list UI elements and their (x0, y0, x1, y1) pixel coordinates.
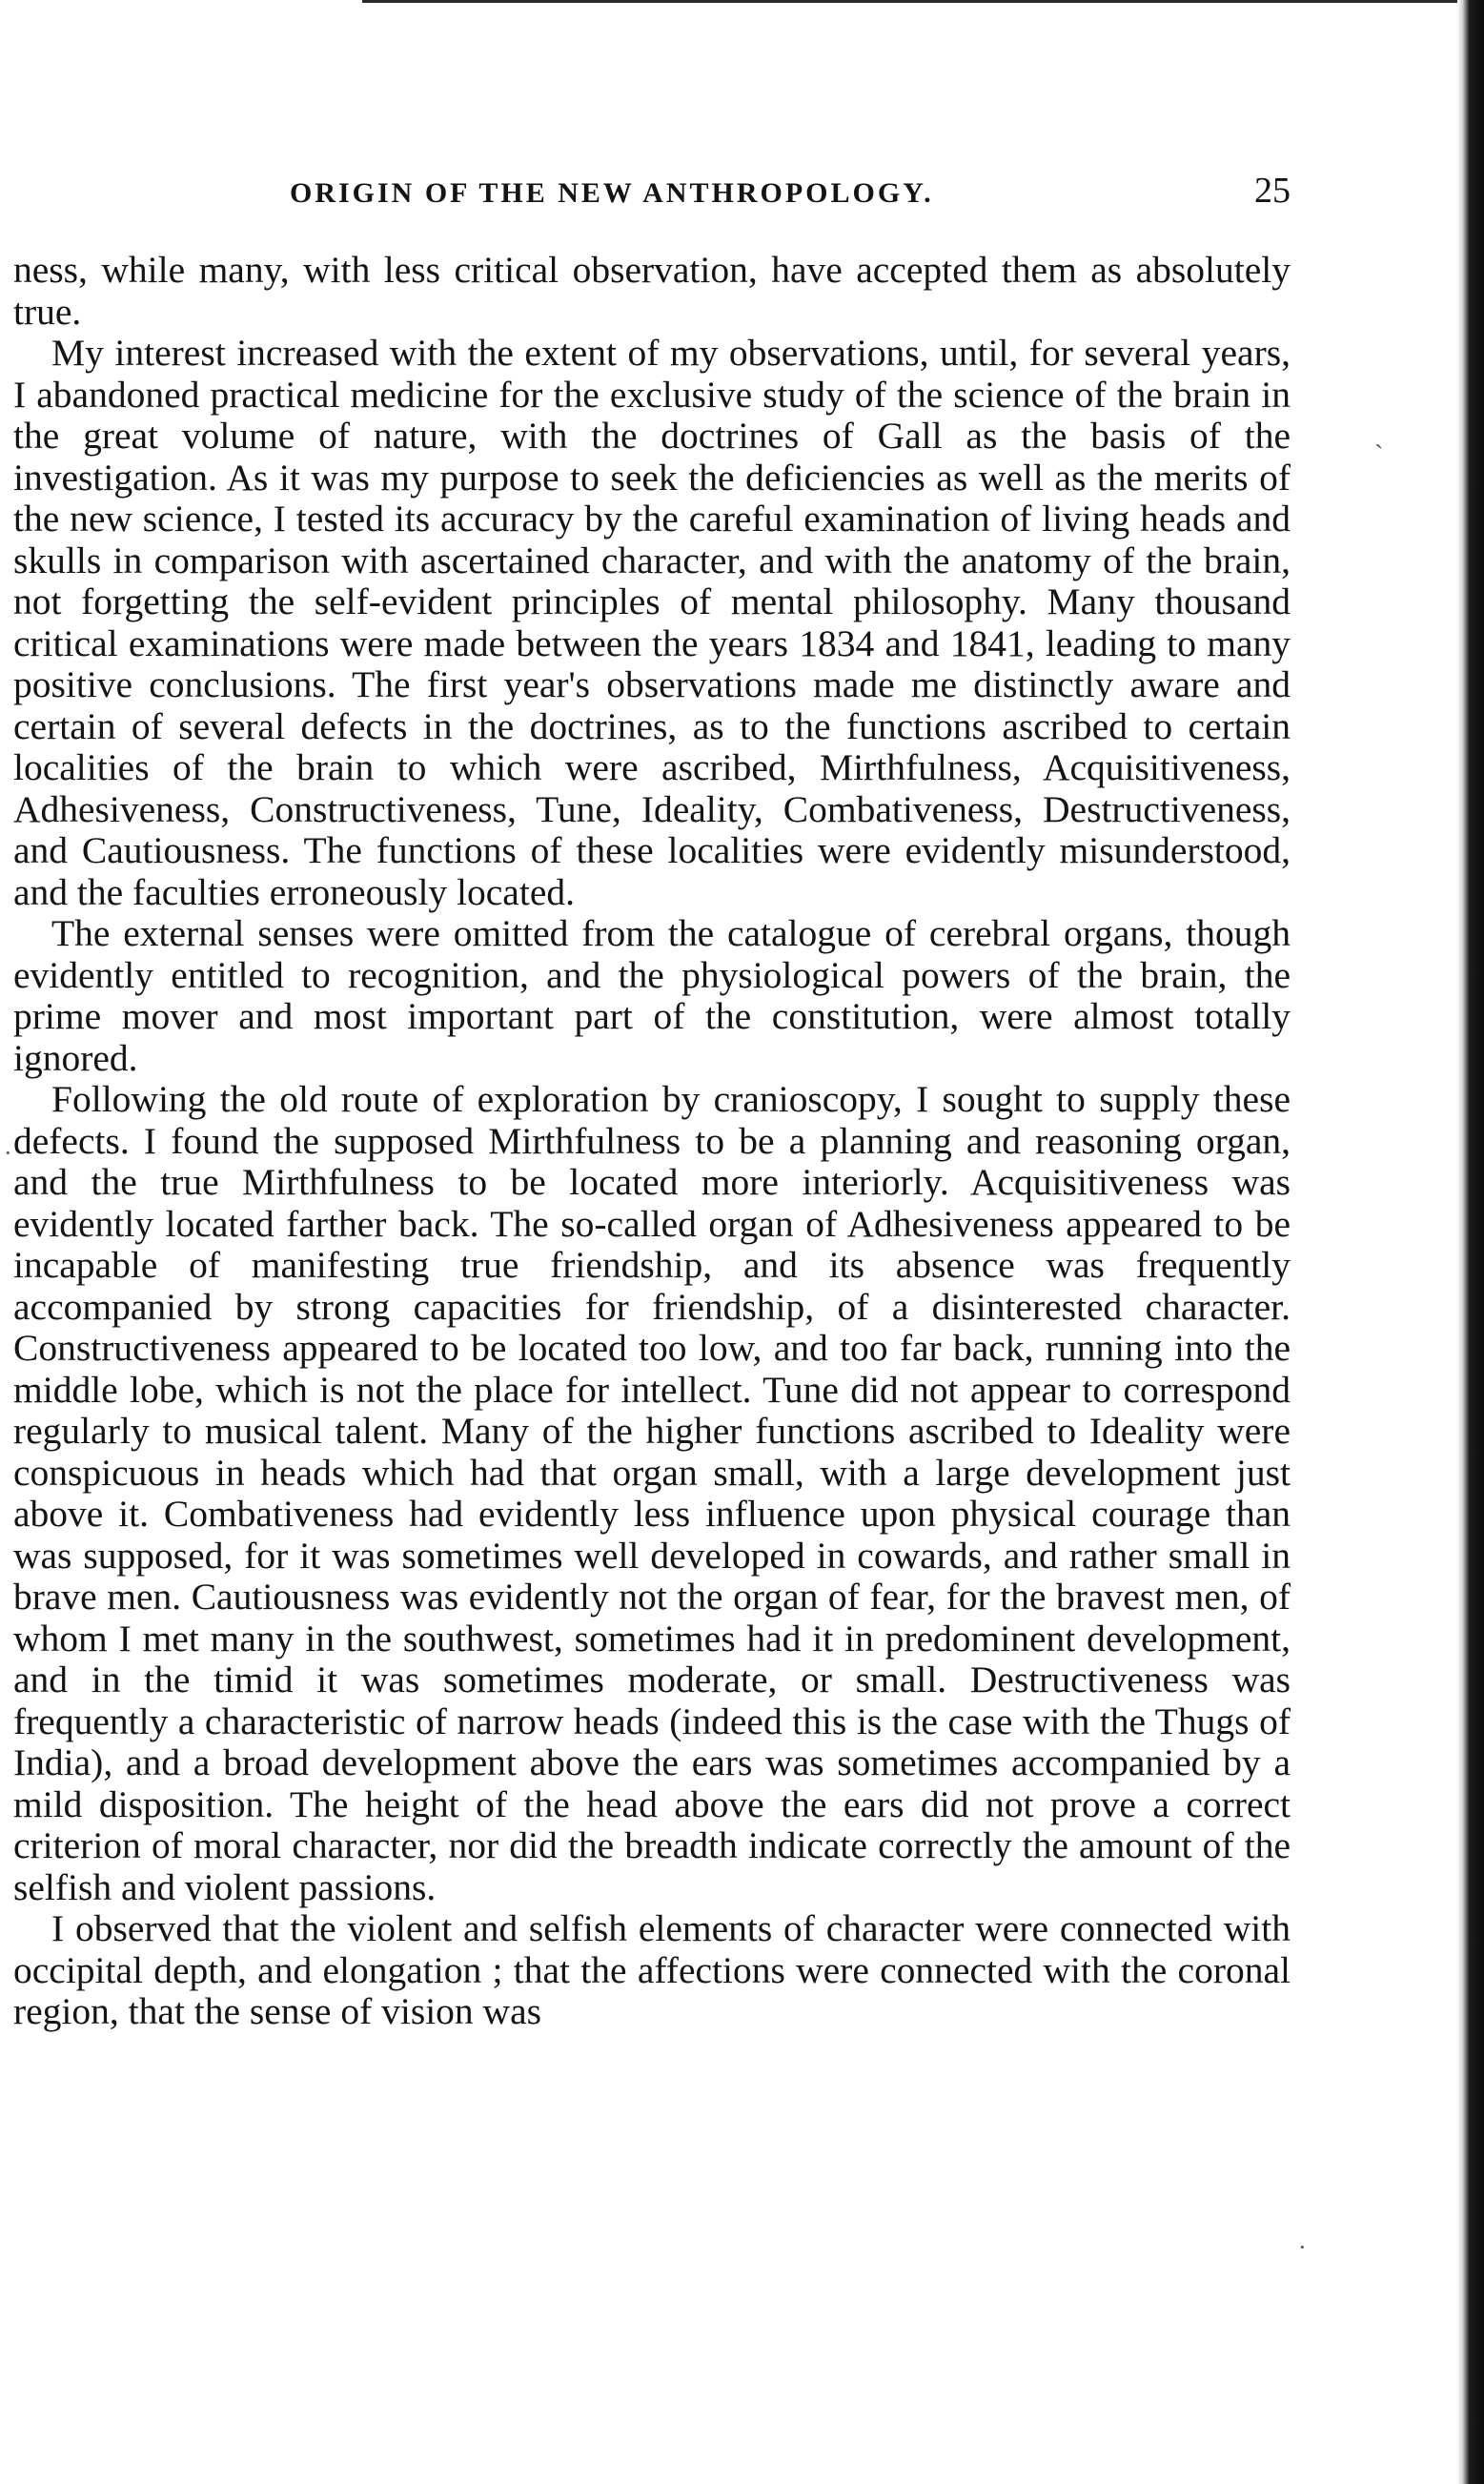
running-title: ORIGIN OF THE NEW ANTHROPOLOGY. (290, 177, 934, 209)
body-text (13, 250, 1291, 2033)
paragraph: I observed that the violent and selfish elements of character were connected with occipital depth, and elongation ; that the affections were connected with the coronal region, that the sense of vision was (13, 1907, 1291, 2032)
margin-mark-bottom: · (1298, 2233, 1307, 2261)
margin-mark-left: · (4, 1139, 12, 1167)
margin-mark-right: ` (1374, 440, 1384, 470)
running-head (13, 171, 1291, 219)
paragraph-continued: ness, while many, with less critical observation, have accepted them as absolutely true. (13, 249, 1291, 333)
scan-right-edge (1457, 0, 1484, 2484)
paragraph: The external senses were omitted from the catalogue of cerebral organs, though evidently entitled to recognition, and the physiological powers of the brain, the prime mover and most important part of the constitution, were almost totally ignored. (13, 912, 1291, 1079)
book-page (13, 0, 1291, 2484)
page-number: 25 (1254, 171, 1291, 211)
paragraph: Following the old route of exploration by cranioscopy, I sought to supply these defects. I found the supposed Mirthfulness to be a planning and reasoning organ, and the true Mirthfulness to be located more interiorly. Acquisitiveness was evidently located farther back. The so-called organ of Adhesiveness appeared to be incapable of manifesting true friendship, and its absence was frequently accompanied by strong capacities for friendship, of a disinterested character. Constructiveness appeared to be located too low, and too far back, running into the middle lobe, which is not the place for intellect. Tune did not appear to correspond regularly to musical talent. Many of the higher functions ascribed to Ideality were conspicuous in heads which had that organ small, with a large development just above it. Combativeness had evidently less influence upon physical courage than was supposed, for it was sometimes well developed in cowards, and rather small in brave men. Cautiousness was evidently not the organ of fear, for the bravest men, of whom I met many in the southwest, sometimes had it in predominent development, and in the timid it was sometimes moderate, or small. Destructiveness was frequently a characteristic of narrow heads (indeed this is the case with the Thugs of India), and a broad development above the ears was sometimes accompanied by a mild disposition. The height of the head above the ears did not prove a correct criterion of moral character, nor did the breadth indicate correctly the amount of the selfish and violent passions. (13, 1078, 1291, 1908)
paragraph: My interest increased with the extent of my observations, until, for several years, I abandoned practical medicine for the exclusive study of the science of the brain in the great volume of nature, with the doctrines of Gall as the basis of the investigation. As it was my purpose to seek the deficiencies as well as the merits of the new science, I tested its accuracy by the careful examination of living heads and skulls in comparison with ascertained character, and with the anatomy of the brain, not forgetting the self-evident principles of mental philosophy. Many thousand critical examinations were made between the years 1834 and 1841, leading to many positive conclusions. The first year's observations made me distinctly aware and certain of several defects in the doctrines, as to the functions ascribed to certain localities of the brain to which were ascribed, Mirthfulness, Acquisitiveness, Adhesiveness, Constructiveness, Tune, Ideality, Combativeness, Destructiveness, and Cautiousness. The functions of these localities were evidently misunderstood, and the faculties erroneously located. (13, 332, 1291, 913)
